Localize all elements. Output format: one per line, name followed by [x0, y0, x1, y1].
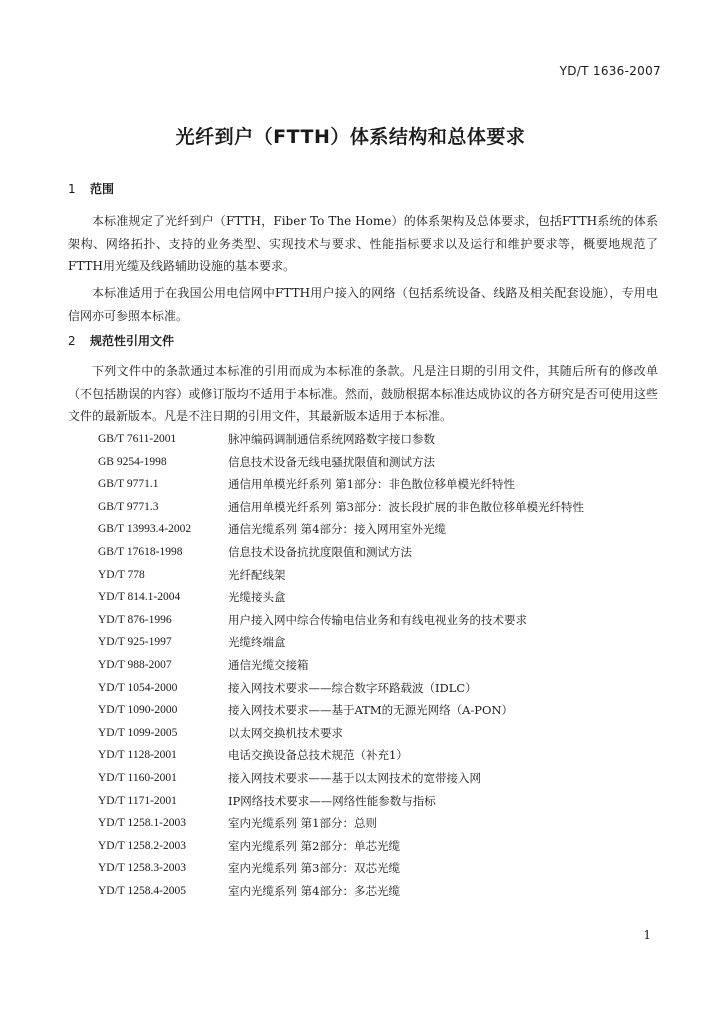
- reference-title: IP网络技术要求——网络性能参数与指标: [228, 793, 436, 808]
- reference-item: [98, 722, 658, 745]
- reference-code: YD/T 778: [98, 568, 145, 581]
- section-2-title: 规范性引用文件: [90, 334, 175, 348]
- reference-title: 以太网交换机技术要求: [228, 725, 343, 740]
- reference-code: GB/T 17618-1998: [98, 545, 183, 558]
- reference-item: [98, 518, 658, 541]
- reference-title: 接入网技术要求——综合数字环路载波（IDLC）: [228, 680, 477, 695]
- reference-title: 室内光缆系列 第1部分：总则: [228, 816, 377, 831]
- reference-title: 光缆接头盒: [228, 590, 286, 605]
- reference-item: [98, 744, 658, 767]
- reference-item: [98, 812, 658, 835]
- reference-code: YD/T 1128-2001: [98, 749, 177, 762]
- reference-code: YD/T 1258.2-2003: [98, 839, 186, 852]
- section-2-number: 2: [68, 334, 76, 348]
- reference-code: YD/T 876-1996: [98, 613, 172, 626]
- reference-item: [98, 857, 658, 880]
- section-1-number: 1: [68, 182, 76, 196]
- reference-item: [98, 880, 658, 903]
- reference-title: 通信用单模光纤系列 第3部分：波长段扩展的非色散位移单模光纤特性: [228, 499, 584, 514]
- reference-item: [98, 609, 658, 632]
- reference-code: YD/T 1258.3-2003: [98, 862, 186, 875]
- reference-code: GB/T 9771.1: [98, 478, 159, 491]
- reference-title: 脉冲编码调制通信系统网路数字接口参数: [228, 432, 435, 446]
- reference-item: [98, 677, 658, 700]
- reference-title: 室内光缆系列 第4部分：多芯光缆: [228, 883, 400, 898]
- section-2-heading: [68, 332, 174, 349]
- reference-item: [98, 835, 658, 858]
- standard-code: YD/T 1636-2007: [559, 64, 661, 78]
- reference-title: 用户接入网中综合传输电信业务和有线电视业务的技术要求: [228, 612, 527, 627]
- reference-code: GB/T 7611-2001: [98, 433, 177, 445]
- section-1-paragraph-1: 本标准规定了光纤到户（FTTH，Fiber To The Home）的体系架构及总体要求，包括FTTH系统的体系架构、网络拓扑、支持的业务类型、实现技术与要求、性能指标要求以及运行和维护要求等，概要地规范了FTTH用光缆及线路辅助设施的基本要求。: [68, 214, 658, 273]
- page-title: 光纤到户（FTTH）体系结构和总体要求: [175, 126, 526, 148]
- reference-item: [98, 564, 658, 587]
- reference-code: GB 9254-1998: [98, 455, 167, 468]
- reference-title: 通信光缆交接箱: [228, 657, 309, 672]
- reference-code: YD/T 925-1997: [98, 636, 172, 649]
- reference-item: [98, 631, 658, 654]
- reference-item: [98, 790, 658, 813]
- reference-item: [98, 654, 658, 677]
- reference-code: YD/T 1054-2000: [98, 681, 178, 694]
- reference-code: YD/T 1258.1-2003: [98, 817, 186, 830]
- reference-title: 光纤配线架: [228, 567, 286, 582]
- reference-title: 通信用单模光纤系列 第1部分：非色散位移单模光纤特性: [228, 477, 515, 492]
- reference-title: 通信光缆系列 第4部分：接入网用室外光缆: [228, 522, 446, 537]
- section-1-heading: [68, 180, 114, 197]
- reference-item: [98, 496, 658, 519]
- reference-code: GB/T 13993.4-2002: [98, 523, 192, 536]
- section-1-paragraph-2: 本标准适用于在我国公用电信网中FTTH用户接入的网络（包括系统设备、线路及相关配套设施），专用电信网亦可参照本标准。: [68, 286, 658, 323]
- reference-code: YD/T 1258.4-2005: [98, 884, 186, 897]
- reference-item: [98, 451, 658, 474]
- reference-item: [98, 699, 658, 722]
- reference-code: GB/T 9771.3: [98, 500, 159, 513]
- reference-item: [98, 541, 658, 564]
- reference-title: 信息技术设备抗扰度限值和测试方法: [228, 544, 412, 559]
- reference-title: 信息技术设备无线电骚扰限值和测试方法: [228, 454, 435, 469]
- reference-list: [98, 428, 658, 902]
- reference-code: YD/T 1171-2001: [98, 794, 177, 807]
- reference-title: 室内光缆系列 第2部分：单芯光缆: [228, 838, 400, 853]
- reference-code: YD/T 814.1-2004: [98, 591, 181, 604]
- reference-title: 室内光缆系列 第3部分：双芯光缆: [228, 861, 400, 876]
- reference-title: 光缆终端盒: [228, 635, 286, 650]
- section-1-title: 范围: [90, 182, 115, 196]
- page-number: 1: [643, 928, 651, 942]
- reference-item: [98, 586, 658, 609]
- reference-title: 接入网技术要求——基于以太网技术的宽带接入网: [228, 770, 481, 785]
- reference-item: [98, 473, 658, 496]
- reference-code: YD/T 1099-2005: [98, 726, 178, 739]
- reference-code: YD/T 988-2007: [98, 658, 172, 671]
- section-2-paragraph-1: 下列文件中的条款通过本标准的引用而成为本标准的条款。凡是注日期的引用文件，其随后所有的修改单（不包括勘误的内容）或修订版均不适用于本标准。然而，鼓励根据本标准达成协议的各方研究是否可使用这些文件的最新版本。凡是不注日期的引用文件，其最新版本适用于本标准。: [68, 364, 658, 423]
- reference-item: [98, 428, 658, 451]
- reference-title: 接入网技术要求——基于ATM的无源光网络（A-PON）: [228, 703, 514, 718]
- reference-code: YD/T 1090-2000: [98, 704, 178, 717]
- reference-code: YD/T 1160-2001: [98, 771, 177, 784]
- reference-title: 电话交换设备总技术规范（补充1）: [228, 748, 408, 763]
- reference-item: [98, 767, 658, 790]
